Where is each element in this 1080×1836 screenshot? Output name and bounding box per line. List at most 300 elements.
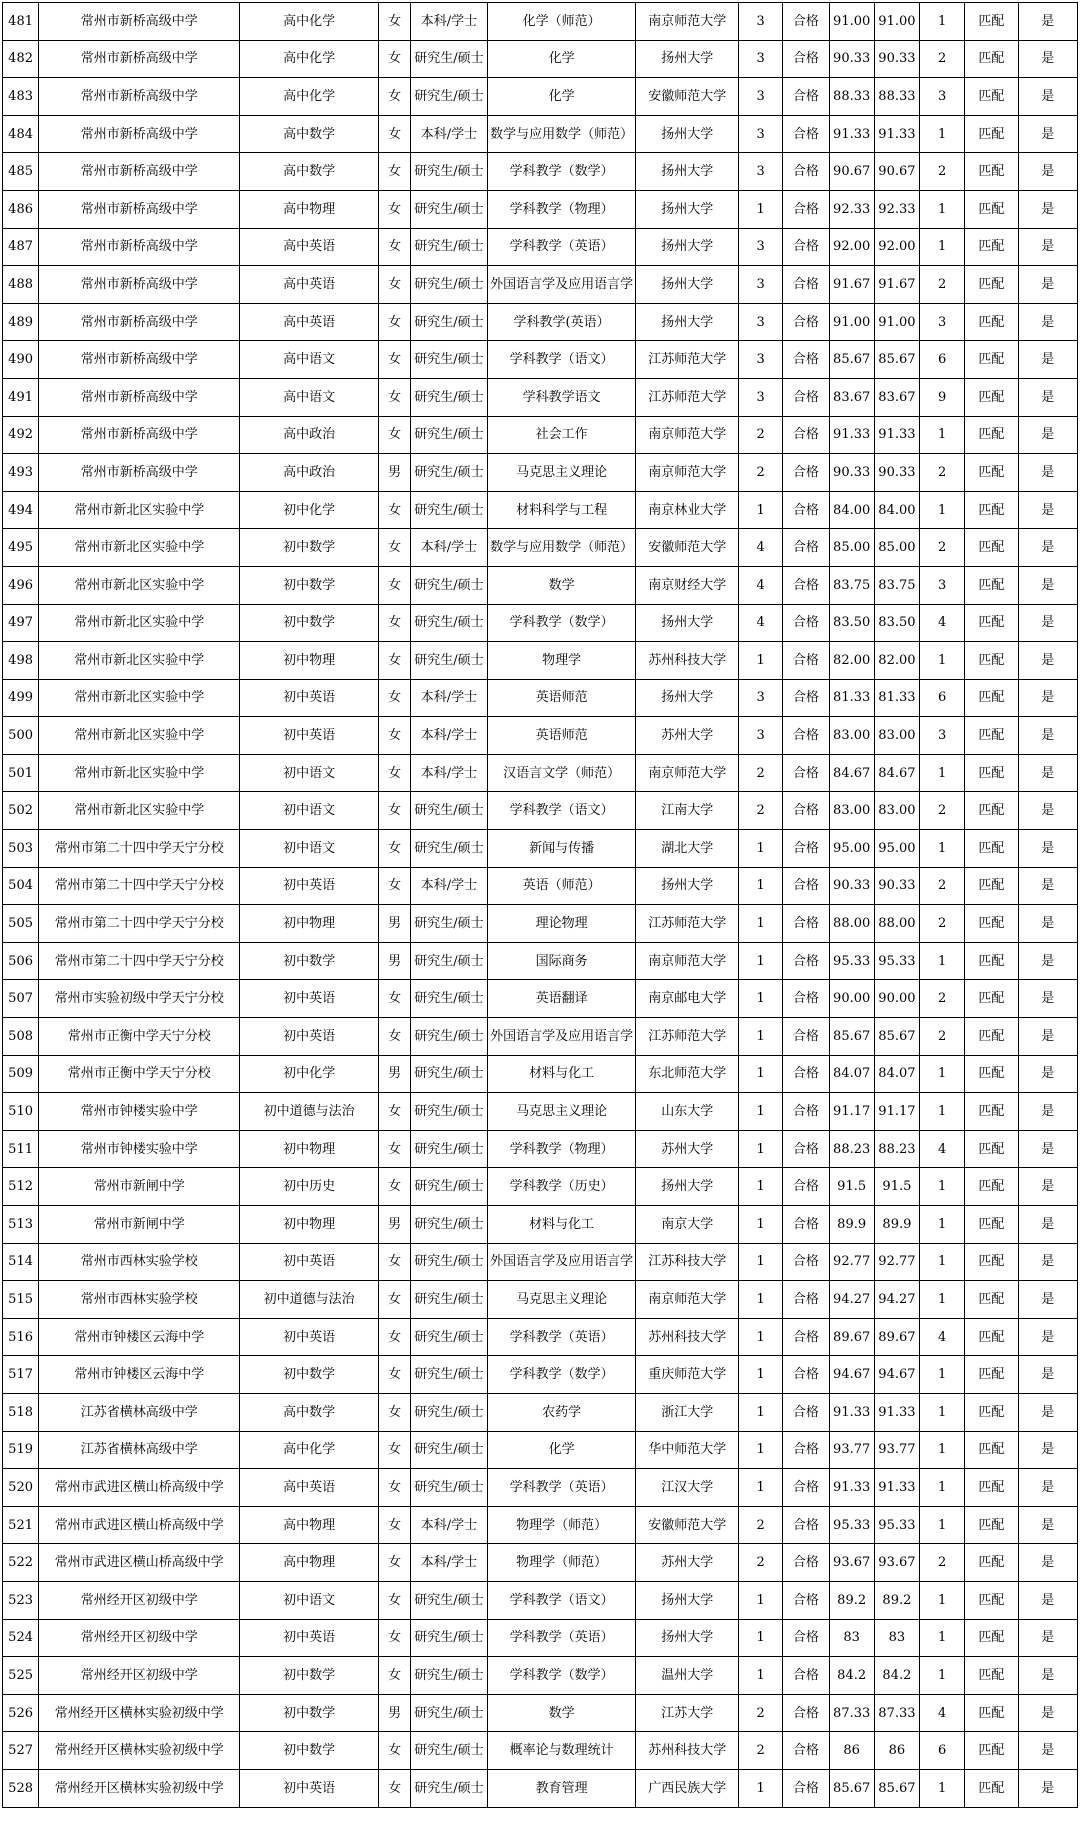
degree-cell: 研究生/硕士 bbox=[411, 1281, 487, 1319]
quota-cell: 1 bbox=[739, 867, 783, 905]
university-cell: 南京财经大学 bbox=[636, 566, 739, 604]
position-cell: 初中数学 bbox=[240, 942, 379, 980]
quota-cell: 3 bbox=[739, 3, 783, 41]
rank-cell: 2 bbox=[920, 1544, 965, 1582]
rank-cell: 9 bbox=[920, 378, 965, 416]
university-cell: 苏州大学 bbox=[636, 717, 739, 755]
school-cell: 常州市新闸中学 bbox=[39, 1206, 240, 1244]
table-row bbox=[3, 266, 1078, 304]
rank-cell: 6 bbox=[920, 341, 965, 379]
written-score-cell: 84.07 bbox=[829, 1055, 874, 1093]
rank-cell: 1 bbox=[920, 491, 965, 529]
total-score-cell: 83 bbox=[874, 1619, 919, 1657]
school-cell: 常州市正衡中学天宁分校 bbox=[39, 1018, 240, 1056]
quota-cell: 3 bbox=[739, 717, 783, 755]
qualification-cell: 合格 bbox=[783, 529, 829, 567]
qualification-cell: 合格 bbox=[783, 303, 829, 341]
match-status-cell: 匹配 bbox=[965, 1431, 1018, 1469]
position-cell: 初中英语 bbox=[240, 980, 379, 1018]
school-cell: 常州市新桥高级中学 bbox=[39, 190, 240, 228]
school-cell: 常州市新北区实验中学 bbox=[39, 529, 240, 567]
major-cell: 学科教学（语文） bbox=[487, 792, 636, 830]
gender-cell: 女 bbox=[379, 717, 411, 755]
match-status-cell: 匹配 bbox=[965, 1018, 1018, 1056]
match-status-cell: 匹配 bbox=[965, 115, 1018, 153]
school-cell: 常州市西林实验学校 bbox=[39, 1243, 240, 1281]
major-cell: 外国语言学及应用语言学 bbox=[487, 1243, 636, 1281]
qualification-cell: 合格 bbox=[783, 1619, 829, 1657]
row-number-cell: 508 bbox=[3, 1018, 39, 1056]
degree-cell: 研究生/硕士 bbox=[411, 905, 487, 943]
table-row bbox=[3, 1694, 1078, 1732]
total-score-cell: 84.2 bbox=[874, 1657, 919, 1695]
major-cell: 数学 bbox=[487, 1694, 636, 1732]
position-cell: 高中化学 bbox=[240, 40, 379, 78]
hired-flag-cell: 是 bbox=[1018, 1581, 1077, 1619]
school-cell: 常州市新桥高级中学 bbox=[39, 416, 240, 454]
row-number-cell: 524 bbox=[3, 1619, 39, 1657]
university-cell: 南京师范大学 bbox=[636, 942, 739, 980]
major-cell: 学科教学（历史） bbox=[487, 1168, 636, 1206]
row-number-cell: 488 bbox=[3, 266, 39, 304]
degree-cell: 本科/学士 bbox=[411, 754, 487, 792]
written-score-cell: 89.2 bbox=[829, 1581, 874, 1619]
position-cell: 高中数学 bbox=[240, 1393, 379, 1431]
rank-cell: 4 bbox=[920, 604, 965, 642]
row-number-cell: 482 bbox=[3, 40, 39, 78]
total-score-cell: 90.33 bbox=[874, 867, 919, 905]
written-score-cell: 91.33 bbox=[829, 416, 874, 454]
table-row bbox=[3, 1619, 1078, 1657]
hired-flag-cell: 是 bbox=[1018, 717, 1077, 755]
gender-cell: 女 bbox=[379, 266, 411, 304]
written-score-cell: 91.33 bbox=[829, 1393, 874, 1431]
qualification-cell: 合格 bbox=[783, 905, 829, 943]
school-cell: 常州市正衡中学天宁分校 bbox=[39, 1055, 240, 1093]
hired-flag-cell: 是 bbox=[1018, 566, 1077, 604]
university-cell: 南京师范大学 bbox=[636, 1281, 739, 1319]
hired-flag-cell: 是 bbox=[1018, 867, 1077, 905]
qualification-cell: 合格 bbox=[783, 566, 829, 604]
total-score-cell: 91.33 bbox=[874, 416, 919, 454]
major-cell: 化学 bbox=[487, 78, 636, 116]
hired-flag-cell: 是 bbox=[1018, 1055, 1077, 1093]
match-status-cell: 匹配 bbox=[965, 3, 1018, 41]
written-score-cell: 88.33 bbox=[829, 78, 874, 116]
position-cell: 初中物理 bbox=[240, 642, 379, 680]
degree-cell: 研究生/硕士 bbox=[411, 78, 487, 116]
hired-flag-cell: 是 bbox=[1018, 303, 1077, 341]
row-number-cell: 481 bbox=[3, 3, 39, 41]
table-row bbox=[3, 1168, 1078, 1206]
row-number-cell: 518 bbox=[3, 1393, 39, 1431]
hired-flag-cell: 是 bbox=[1018, 1318, 1077, 1356]
written-score-cell: 89.9 bbox=[829, 1206, 874, 1244]
quota-cell: 2 bbox=[739, 1544, 783, 1582]
match-status-cell: 匹配 bbox=[965, 1769, 1018, 1807]
rank-cell: 1 bbox=[920, 754, 965, 792]
row-number-cell: 504 bbox=[3, 867, 39, 905]
degree-cell: 研究生/硕士 bbox=[411, 1657, 487, 1695]
position-cell: 高中语文 bbox=[240, 341, 379, 379]
qualification-cell: 合格 bbox=[783, 190, 829, 228]
position-cell: 高中英语 bbox=[240, 1469, 379, 1507]
table-row bbox=[3, 980, 1078, 1018]
written-score-cell: 89.67 bbox=[829, 1318, 874, 1356]
hired-flag-cell: 是 bbox=[1018, 604, 1077, 642]
match-status-cell: 匹配 bbox=[965, 980, 1018, 1018]
hired-flag-cell: 是 bbox=[1018, 190, 1077, 228]
match-status-cell: 匹配 bbox=[965, 78, 1018, 116]
table-row bbox=[3, 1206, 1078, 1244]
table-row bbox=[3, 942, 1078, 980]
written-score-cell: 83.00 bbox=[829, 717, 874, 755]
row-number-cell: 525 bbox=[3, 1657, 39, 1695]
position-cell: 初中英语 bbox=[240, 679, 379, 717]
position-cell: 初中数学 bbox=[240, 1657, 379, 1695]
row-number-cell: 509 bbox=[3, 1055, 39, 1093]
university-cell: 江苏师范大学 bbox=[636, 905, 739, 943]
quota-cell: 1 bbox=[739, 1769, 783, 1807]
row-number-cell: 516 bbox=[3, 1318, 39, 1356]
row-number-cell: 512 bbox=[3, 1168, 39, 1206]
university-cell: 广西民族大学 bbox=[636, 1769, 739, 1807]
university-cell: 扬州大学 bbox=[636, 1619, 739, 1657]
match-status-cell: 匹配 bbox=[965, 1281, 1018, 1319]
qualification-cell: 合格 bbox=[783, 228, 829, 266]
written-score-cell: 82.00 bbox=[829, 642, 874, 680]
match-status-cell: 匹配 bbox=[965, 1619, 1018, 1657]
hired-flag-cell: 是 bbox=[1018, 679, 1077, 717]
position-cell: 高中化学 bbox=[240, 1431, 379, 1469]
degree-cell: 研究生/硕士 bbox=[411, 1431, 487, 1469]
total-score-cell: 92.00 bbox=[874, 228, 919, 266]
hired-flag-cell: 是 bbox=[1018, 754, 1077, 792]
school-cell: 常州市第二十四中学天宁分校 bbox=[39, 867, 240, 905]
match-status-cell: 匹配 bbox=[965, 905, 1018, 943]
total-score-cell: 85.00 bbox=[874, 529, 919, 567]
total-score-cell: 92.33 bbox=[874, 190, 919, 228]
total-score-cell: 89.67 bbox=[874, 1318, 919, 1356]
position-cell: 高中英语 bbox=[240, 266, 379, 304]
gender-cell: 女 bbox=[379, 115, 411, 153]
match-status-cell: 匹配 bbox=[965, 1093, 1018, 1131]
written-score-cell: 90.00 bbox=[829, 980, 874, 1018]
qualification-cell: 合格 bbox=[783, 1393, 829, 1431]
rank-cell: 2 bbox=[920, 266, 965, 304]
row-number-cell: 515 bbox=[3, 1281, 39, 1319]
position-cell: 高中政治 bbox=[240, 416, 379, 454]
university-cell: 扬州大学 bbox=[636, 115, 739, 153]
hired-flag-cell: 是 bbox=[1018, 1619, 1077, 1657]
university-cell: 江苏师范大学 bbox=[636, 341, 739, 379]
quota-cell: 1 bbox=[739, 1431, 783, 1469]
hired-flag-cell: 是 bbox=[1018, 1243, 1077, 1281]
major-cell: 物理学 bbox=[487, 642, 636, 680]
written-score-cell: 81.33 bbox=[829, 679, 874, 717]
position-cell: 初中数学 bbox=[240, 1356, 379, 1394]
rank-cell: 2 bbox=[920, 867, 965, 905]
degree-cell: 研究生/硕士 bbox=[411, 303, 487, 341]
table-row bbox=[3, 604, 1078, 642]
written-score-cell: 83.00 bbox=[829, 792, 874, 830]
qualification-cell: 合格 bbox=[783, 1431, 829, 1469]
table-row bbox=[3, 3, 1078, 41]
qualification-cell: 合格 bbox=[783, 1243, 829, 1281]
gender-cell: 女 bbox=[379, 153, 411, 191]
table-row bbox=[3, 867, 1078, 905]
rank-cell: 1 bbox=[920, 115, 965, 153]
rank-cell: 2 bbox=[920, 454, 965, 492]
written-score-cell: 94.67 bbox=[829, 1356, 874, 1394]
degree-cell: 本科/学士 bbox=[411, 717, 487, 755]
qualification-cell: 合格 bbox=[783, 1168, 829, 1206]
written-score-cell: 90.67 bbox=[829, 153, 874, 191]
gender-cell: 女 bbox=[379, 1356, 411, 1394]
school-cell: 常州市实验初级中学天宁分校 bbox=[39, 980, 240, 1018]
quota-cell: 3 bbox=[739, 78, 783, 116]
degree-cell: 研究生/硕士 bbox=[411, 228, 487, 266]
total-score-cell: 91.33 bbox=[874, 115, 919, 153]
university-cell: 江汉大学 bbox=[636, 1469, 739, 1507]
written-score-cell: 91.17 bbox=[829, 1093, 874, 1131]
match-status-cell: 匹配 bbox=[965, 1318, 1018, 1356]
hired-flag-cell: 是 bbox=[1018, 1506, 1077, 1544]
row-number-cell: 489 bbox=[3, 303, 39, 341]
row-number-cell: 526 bbox=[3, 1694, 39, 1732]
row-number-cell: 485 bbox=[3, 153, 39, 191]
major-cell: 外国语言学及应用语言学 bbox=[487, 266, 636, 304]
university-cell: 扬州大学 bbox=[636, 867, 739, 905]
position-cell: 高中语文 bbox=[240, 378, 379, 416]
written-score-cell: 85.67 bbox=[829, 341, 874, 379]
gender-cell: 男 bbox=[379, 1694, 411, 1732]
match-status-cell: 匹配 bbox=[965, 1657, 1018, 1695]
position-cell: 初中英语 bbox=[240, 1769, 379, 1807]
degree-cell: 本科/学士 bbox=[411, 1506, 487, 1544]
total-score-cell: 88.33 bbox=[874, 78, 919, 116]
hired-flag-cell: 是 bbox=[1018, 942, 1077, 980]
table-row bbox=[3, 792, 1078, 830]
position-cell: 初中物理 bbox=[240, 1206, 379, 1244]
match-status-cell: 匹配 bbox=[965, 1130, 1018, 1168]
total-score-cell: 87.33 bbox=[874, 1694, 919, 1732]
rank-cell: 1 bbox=[920, 1619, 965, 1657]
gender-cell: 女 bbox=[379, 1093, 411, 1131]
degree-cell: 本科/学士 bbox=[411, 529, 487, 567]
gender-cell: 女 bbox=[379, 190, 411, 228]
major-cell: 学科教学（英语） bbox=[487, 1318, 636, 1356]
hired-flag-cell: 是 bbox=[1018, 1657, 1077, 1695]
degree-cell: 本科/学士 bbox=[411, 115, 487, 153]
school-cell: 常州市新桥高级中学 bbox=[39, 228, 240, 266]
total-score-cell: 85.67 bbox=[874, 1769, 919, 1807]
table-row bbox=[3, 1544, 1078, 1582]
hired-flag-cell: 是 bbox=[1018, 228, 1077, 266]
gender-cell: 男 bbox=[379, 942, 411, 980]
total-score-cell: 93.67 bbox=[874, 1544, 919, 1582]
qualification-cell: 合格 bbox=[783, 1055, 829, 1093]
written-score-cell: 93.67 bbox=[829, 1544, 874, 1582]
school-cell: 常州市第二十四中学天宁分校 bbox=[39, 830, 240, 868]
school-cell: 常州市第二十四中学天宁分校 bbox=[39, 905, 240, 943]
quota-cell: 3 bbox=[739, 266, 783, 304]
hired-flag-cell: 是 bbox=[1018, 416, 1077, 454]
position-cell: 高中数学 bbox=[240, 153, 379, 191]
degree-cell: 研究生/硕士 bbox=[411, 942, 487, 980]
written-score-cell: 84.00 bbox=[829, 491, 874, 529]
degree-cell: 研究生/硕士 bbox=[411, 566, 487, 604]
match-status-cell: 匹配 bbox=[965, 1356, 1018, 1394]
quota-cell: 1 bbox=[739, 1206, 783, 1244]
school-cell: 常州市新北区实验中学 bbox=[39, 792, 240, 830]
quota-cell: 1 bbox=[739, 1130, 783, 1168]
gender-cell: 女 bbox=[379, 341, 411, 379]
gender-cell: 女 bbox=[379, 78, 411, 116]
gender-cell: 男 bbox=[379, 1206, 411, 1244]
table-row bbox=[3, 378, 1078, 416]
row-number-cell: 487 bbox=[3, 228, 39, 266]
rank-cell: 1 bbox=[920, 1431, 965, 1469]
written-score-cell: 90.33 bbox=[829, 867, 874, 905]
quota-cell: 1 bbox=[739, 980, 783, 1018]
table-row bbox=[3, 40, 1078, 78]
quota-cell: 1 bbox=[739, 1281, 783, 1319]
gender-cell: 女 bbox=[379, 40, 411, 78]
rank-cell: 2 bbox=[920, 792, 965, 830]
rank-cell: 2 bbox=[920, 529, 965, 567]
rank-cell: 4 bbox=[920, 1130, 965, 1168]
position-cell: 初中语文 bbox=[240, 754, 379, 792]
degree-cell: 研究生/硕士 bbox=[411, 830, 487, 868]
university-cell: 重庆师范大学 bbox=[636, 1356, 739, 1394]
match-status-cell: 匹配 bbox=[965, 416, 1018, 454]
qualification-cell: 合格 bbox=[783, 792, 829, 830]
school-cell: 常州市钟楼区云海中学 bbox=[39, 1318, 240, 1356]
position-cell: 初中语文 bbox=[240, 1581, 379, 1619]
qualification-cell: 合格 bbox=[783, 942, 829, 980]
hired-flag-cell: 是 bbox=[1018, 1130, 1077, 1168]
table-row bbox=[3, 416, 1078, 454]
school-cell: 常州经开区横林实验初级中学 bbox=[39, 1769, 240, 1807]
written-score-cell: 92.77 bbox=[829, 1243, 874, 1281]
qualification-cell: 合格 bbox=[783, 1769, 829, 1807]
row-number-cell: 511 bbox=[3, 1130, 39, 1168]
match-status-cell: 匹配 bbox=[965, 717, 1018, 755]
major-cell: 马克思主义理论 bbox=[487, 1281, 636, 1319]
qualification-cell: 合格 bbox=[783, 1544, 829, 1582]
position-cell: 高中化学 bbox=[240, 78, 379, 116]
written-score-cell: 92.33 bbox=[829, 190, 874, 228]
rank-cell: 1 bbox=[920, 190, 965, 228]
row-number-cell: 514 bbox=[3, 1243, 39, 1281]
degree-cell: 研究生/硕士 bbox=[411, 1318, 487, 1356]
qualification-cell: 合格 bbox=[783, 679, 829, 717]
qualification-cell: 合格 bbox=[783, 1130, 829, 1168]
qualification-cell: 合格 bbox=[783, 1318, 829, 1356]
total-score-cell: 91.00 bbox=[874, 303, 919, 341]
degree-cell: 本科/学士 bbox=[411, 679, 487, 717]
match-status-cell: 匹配 bbox=[965, 190, 1018, 228]
degree-cell: 研究生/硕士 bbox=[411, 1018, 487, 1056]
row-number-cell: 499 bbox=[3, 679, 39, 717]
major-cell: 物理学（师范） bbox=[487, 1544, 636, 1582]
row-number-cell: 505 bbox=[3, 905, 39, 943]
gender-cell: 女 bbox=[379, 1393, 411, 1431]
major-cell: 数学与应用数学（师范） bbox=[487, 115, 636, 153]
match-status-cell: 匹配 bbox=[965, 1506, 1018, 1544]
rank-cell: 1 bbox=[920, 1469, 965, 1507]
quota-cell: 1 bbox=[739, 1055, 783, 1093]
match-status-cell: 匹配 bbox=[965, 454, 1018, 492]
match-status-cell: 匹配 bbox=[965, 1694, 1018, 1732]
table-row bbox=[3, 78, 1078, 116]
major-cell: 新闻与传播 bbox=[487, 830, 636, 868]
hired-flag-cell: 是 bbox=[1018, 1769, 1077, 1807]
total-score-cell: 89.2 bbox=[874, 1581, 919, 1619]
position-cell: 初中数学 bbox=[240, 604, 379, 642]
total-score-cell: 82.00 bbox=[874, 642, 919, 680]
table-row bbox=[3, 1130, 1078, 1168]
position-cell: 高中物理 bbox=[240, 190, 379, 228]
hired-flag-cell: 是 bbox=[1018, 1281, 1077, 1319]
gender-cell: 女 bbox=[379, 1732, 411, 1770]
degree-cell: 研究生/硕士 bbox=[411, 153, 487, 191]
degree-cell: 研究生/硕士 bbox=[411, 1769, 487, 1807]
degree-cell: 研究生/硕士 bbox=[411, 1093, 487, 1131]
degree-cell: 本科/学士 bbox=[411, 3, 487, 41]
table-row bbox=[3, 491, 1078, 529]
degree-cell: 研究生/硕士 bbox=[411, 1130, 487, 1168]
total-score-cell: 83.00 bbox=[874, 717, 919, 755]
university-cell: 扬州大学 bbox=[636, 1168, 739, 1206]
hired-flag-cell: 是 bbox=[1018, 1544, 1077, 1582]
match-status-cell: 匹配 bbox=[965, 303, 1018, 341]
total-score-cell: 88.00 bbox=[874, 905, 919, 943]
university-cell: 扬州大学 bbox=[636, 303, 739, 341]
table-row bbox=[3, 1356, 1078, 1394]
school-cell: 常州经开区初级中学 bbox=[39, 1581, 240, 1619]
total-score-cell: 93.77 bbox=[874, 1431, 919, 1469]
major-cell: 学科教学（物理） bbox=[487, 190, 636, 228]
school-cell: 常州市新北区实验中学 bbox=[39, 679, 240, 717]
written-score-cell: 88.23 bbox=[829, 1130, 874, 1168]
rank-cell: 1 bbox=[920, 830, 965, 868]
table-row bbox=[3, 454, 1078, 492]
qualification-cell: 合格 bbox=[783, 115, 829, 153]
written-score-cell: 90.33 bbox=[829, 454, 874, 492]
table-row bbox=[3, 905, 1078, 943]
position-cell: 初中数学 bbox=[240, 566, 379, 604]
major-cell: 英语（师范） bbox=[487, 867, 636, 905]
total-score-cell: 89.9 bbox=[874, 1206, 919, 1244]
rank-cell: 2 bbox=[920, 40, 965, 78]
qualification-cell: 合格 bbox=[783, 1356, 829, 1394]
university-cell: 扬州大学 bbox=[636, 228, 739, 266]
gender-cell: 女 bbox=[379, 642, 411, 680]
gender-cell: 女 bbox=[379, 1281, 411, 1319]
degree-cell: 研究生/硕士 bbox=[411, 40, 487, 78]
match-status-cell: 匹配 bbox=[965, 1732, 1018, 1770]
position-cell: 初中物理 bbox=[240, 905, 379, 943]
gender-cell: 男 bbox=[379, 454, 411, 492]
degree-cell: 研究生/硕士 bbox=[411, 1393, 487, 1431]
gender-cell: 男 bbox=[379, 905, 411, 943]
match-status-cell: 匹配 bbox=[965, 830, 1018, 868]
row-number-cell: 492 bbox=[3, 416, 39, 454]
major-cell: 汉语言文学（师范） bbox=[487, 754, 636, 792]
table-row bbox=[3, 1769, 1078, 1807]
